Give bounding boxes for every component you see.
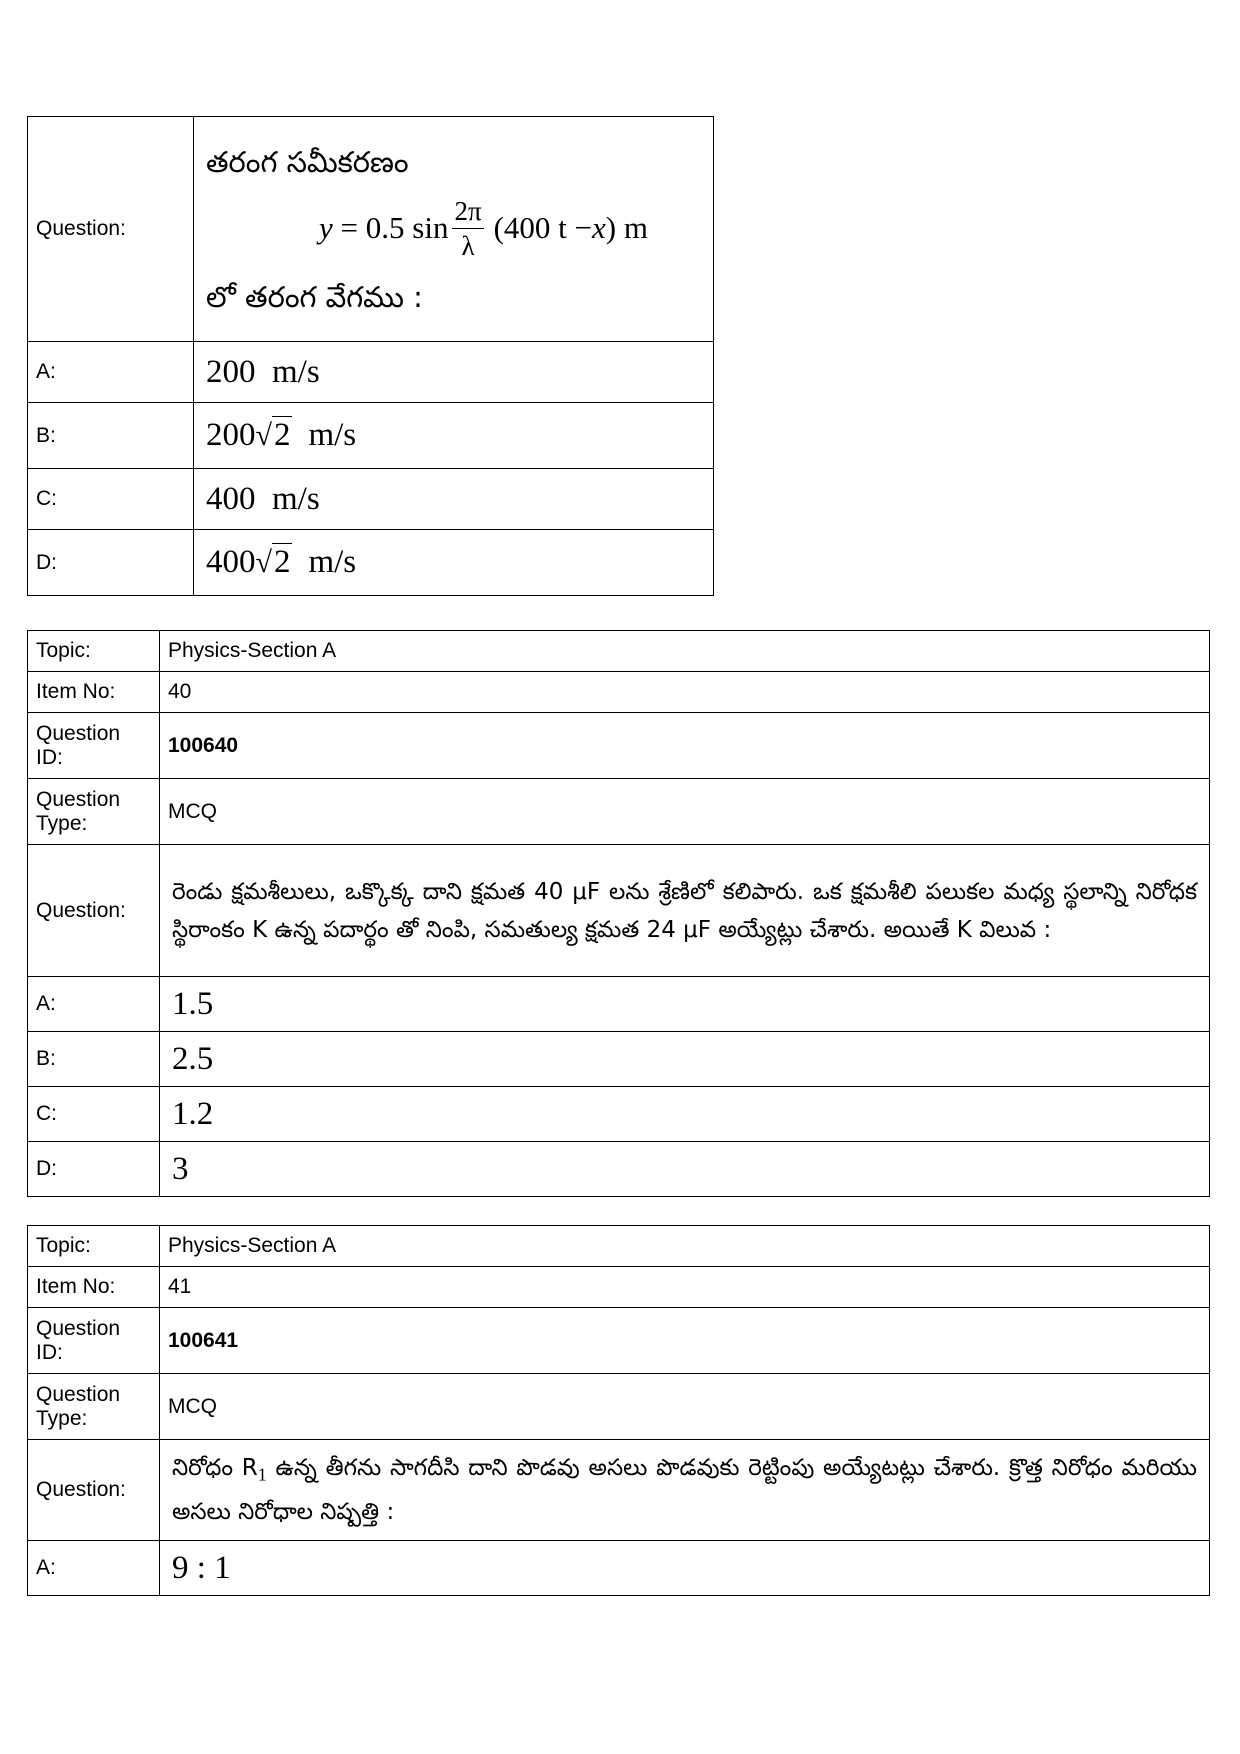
eq-numerator: 2π xyxy=(452,196,483,229)
option-row-a xyxy=(28,342,714,403)
sqrt-radicand: 2 xyxy=(273,544,291,580)
topic-label: Topic: xyxy=(28,1226,160,1267)
sqrt-symbol: √2 xyxy=(255,417,291,453)
option-text: 3 xyxy=(160,1142,1210,1197)
item-label: Item No: xyxy=(28,672,160,713)
question-id-label: Question ID: xyxy=(28,1308,160,1374)
option-label: B: xyxy=(28,1032,160,1087)
question-40-table xyxy=(27,630,1210,1197)
option-unit: m/s xyxy=(308,417,357,453)
question-type-value: MCQ xyxy=(160,1374,1210,1440)
option-text: 2.5 xyxy=(160,1032,1210,1087)
question-row xyxy=(28,1440,1210,1541)
option-text: 1.5 xyxy=(160,977,1210,1032)
question-id-value: 100640 xyxy=(160,713,1210,779)
option-label: C: xyxy=(28,1087,160,1142)
question-39-table xyxy=(27,116,714,596)
question-id-label: Question ID: xyxy=(28,713,160,779)
eq-denominator: λ xyxy=(461,230,475,261)
topic-value: Physics-Section A xyxy=(160,631,1210,672)
option-row-a xyxy=(28,1541,1210,1596)
question-label: Question: xyxy=(28,1440,160,1541)
question-label: Question: xyxy=(28,117,194,342)
option-coef: 400 xyxy=(206,544,256,580)
option-row-b xyxy=(28,403,714,469)
question-line-1: తరంగ సమీకరణం xyxy=(206,144,409,179)
option-label: B: xyxy=(28,403,194,469)
option-label: D: xyxy=(28,530,194,596)
option-label: C: xyxy=(28,469,194,530)
question-type-label: Question Type: xyxy=(28,1374,160,1440)
option-label: A: xyxy=(28,342,194,403)
eq-fraction xyxy=(452,196,483,261)
question-type-label: Question Type: xyxy=(28,779,160,845)
item-row xyxy=(28,1267,1210,1308)
topic-row xyxy=(28,631,1210,672)
topic-value: Physics-Section A xyxy=(160,1226,1210,1267)
option-text xyxy=(194,403,714,469)
item-row xyxy=(28,672,1210,713)
option-row-c xyxy=(28,1087,1210,1142)
question-id-row xyxy=(28,1308,1210,1374)
topic-label: Topic: xyxy=(28,631,160,672)
option-row-d xyxy=(28,1142,1210,1197)
option-text: 1.2 xyxy=(160,1087,1210,1142)
eq-x: x xyxy=(592,210,606,245)
option-text: 400 m/s xyxy=(194,469,714,530)
wave-equation xyxy=(266,196,701,261)
option-row-d xyxy=(28,530,714,596)
question-line-3: లో తరంగ వేగము : xyxy=(206,279,423,314)
question-41-table xyxy=(27,1225,1210,1596)
question-subscript: 1 xyxy=(257,1464,267,1485)
question-id-row xyxy=(28,713,1210,779)
eq-y: y xyxy=(319,210,333,245)
question-text-post: ఉన్న తీగను సాగదీసి దాని పొడవు అసలు పొడవుకు రెట్టింపు అయ్యేటట్లు చేశారు. క్రొత్త నిరోధం మరియు అసలు నిరోధాల నిష్పత్తి : xyxy=(172,1454,1197,1526)
question-text xyxy=(160,1440,1210,1541)
option-label: D: xyxy=(28,1142,160,1197)
question-type-row xyxy=(28,779,1210,845)
topic-row xyxy=(28,1226,1210,1267)
option-row-a xyxy=(28,977,1210,1032)
option-label: A: xyxy=(28,1541,160,1596)
option-row-b xyxy=(28,1032,1210,1087)
question-row xyxy=(28,845,1210,977)
option-text xyxy=(194,530,714,596)
item-label: Item No: xyxy=(28,1267,160,1308)
item-value: 41 xyxy=(160,1267,1210,1308)
option-text: 9 : 1 xyxy=(160,1541,1210,1596)
question-cell xyxy=(194,117,714,342)
item-value: 40 xyxy=(160,672,1210,713)
question-text-pre: నిరోధం R xyxy=(172,1454,258,1481)
sqrt-symbol: √2 xyxy=(255,544,291,580)
eq-paren: (400 t − xyxy=(493,210,593,245)
option-unit: m/s xyxy=(308,544,357,580)
question-text: రెండు క్షమశీలులు, ఒక్కొక్క దాని క్షమత 40 μF లను శ్రేణిలో కలిపారు. ఒక క్షమశీలి పలుకల మధ్య స్థలాన్ని నిరోధక స్థిరాంకం K ఉన్న పదార్థం తో నింపి, సమతుల్య క్షమత 24 μF అయ్యేట్లు చేశారు. అయితే K విలువ : xyxy=(160,845,1210,977)
question-row xyxy=(28,117,714,342)
eq-mid: = 0.5 sin xyxy=(340,210,449,245)
question-label: Question: xyxy=(28,845,160,977)
option-row-c xyxy=(28,469,714,530)
option-coef: 200 xyxy=(206,417,256,453)
option-text: 200 m/s xyxy=(194,342,714,403)
option-label: A: xyxy=(28,977,160,1032)
sqrt-radicand: 2 xyxy=(273,417,291,453)
question-type-row xyxy=(28,1374,1210,1440)
question-id-value: 100641 xyxy=(160,1308,1210,1374)
eq-end: ) m xyxy=(605,210,648,245)
question-type-value: MCQ xyxy=(160,779,1210,845)
